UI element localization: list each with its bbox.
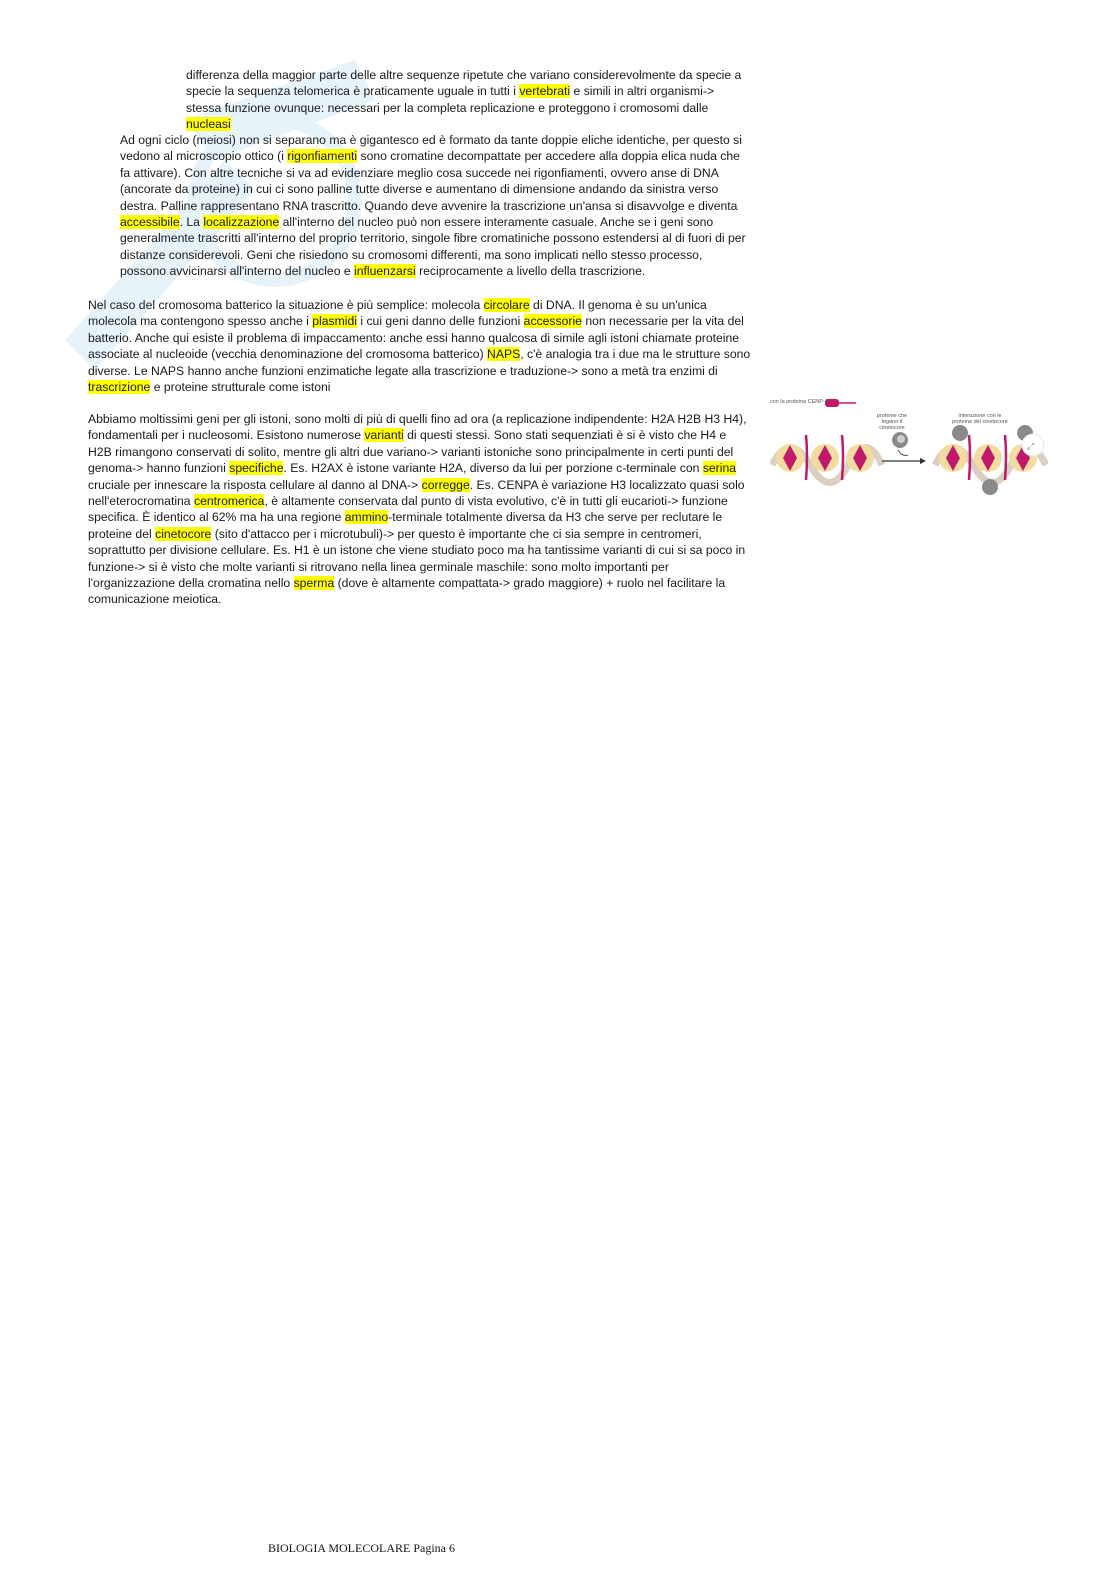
text-run: sono cromatine decompattate per accedere alla doppia elica nuda che fa attivare). Con altre tecniche si va ad evidenziare meglio cosa succede nei rigonfiamenti, ovvero anse di DNA (ancorate da proteine) in cui ci sono palline tutte diverse e aumentano di dimensione andando da sinistra verso destra. Palline rappresentano RNA trascritto. Quando deve avvenire la trascrizione un'ansa si disavvolge e diventa <box>120 149 740 213</box>
text-run: Nel caso del cromosoma batterico la situazione è più semplice: molecola <box>88 298 484 312</box>
highlighted-term: vertebrati <box>519 84 571 99</box>
highlighted-term: serina <box>702 461 737 476</box>
text-run: . Es. CENPA è variazione H3 localizzato quasi solo nell'eterocromatina <box>88 477 745 509</box>
figure-label-right: interazione con le proteine del cinetocore <box>952 413 1008 425</box>
page-footer: BIOLOGIA MOLECOLARE Pagina 6 <box>268 1541 455 1555</box>
text-run: . Es. H2AX è istone variante H2A, diverso da lui per porzione c-terminale con <box>283 461 703 476</box>
arrow-icon <box>920 458 926 464</box>
text-run: Abbiamo moltissimi geni per gli istoni, sono molti di più di quelli fino ad ora (a replicazione indipendente: H2A H2B H3 H4), fondamentali per i nucleosomi. Esistono numerose <box>88 412 747 443</box>
highlighted-term: varianti <box>364 428 404 443</box>
nucleosome-chain-left <box>772 435 882 483</box>
paragraph-bacterial-chromosome <box>88 297 753 395</box>
expand-icon: ⤢ <box>1027 441 1035 451</box>
highlighted-term: rigonfiamenti <box>287 149 358 164</box>
highlighted-term: localizzazione <box>203 215 280 230</box>
text-run: Ad ogni ciclo (meiosi) non si separano ma è gigantesco ed è formato da tante doppie eliche identiche, per questo si vedono al microscopio ottico (i <box>120 133 742 164</box>
highlighted-term: sperma <box>293 576 335 591</box>
text-run: e simili in altri organismi-> stessa funzione ovunque: necessari per la completa replicazione e proteggono i cromosomi dalle <box>186 84 715 115</box>
highlighted-term: specifiche <box>229 461 284 476</box>
highlighted-term: circolare <box>483 298 530 312</box>
text-run: all'interno del nucleo può non essere interamente casuale. Anche se i geni sono generalmente trascritti all'interno del proprio territorio, singole fibre cromatiniche possono estendersi al di fuori di per distanze considerevoli. Geni che risiedono su cromosomi differenti, ma sono implicati nello stesso processo, possono avvicinarsi all'interno del nucleo e <box>120 215 746 279</box>
highlighted-term: plasmidi <box>312 314 357 329</box>
highlighted-term: nucleasi <box>186 117 231 132</box>
text-run: non necessarie per la vita del batterio. Anche qui esiste il problema di impaccamento: anche essi hanno qualcosa di simile agli istoni chiamate proteine associate al nucleoide (vecchia denominazione del cromosoma batterico) <box>88 314 744 362</box>
text-run: (sito d'attacco per i microtubuli)-> per questo è importante che ci sia sempre in centromeri, soprattutto per divisione cellulare. Es. H1 è un istone che viene studiato poco ma ha tantissime varianti di cui si sa poco in funzione-> si è visto che molte varianti si ritrovano nella linea germinale maschile: sono molto importanti per l'organizzazione della cromatina nello <box>88 526 746 591</box>
highlighted-term: influenzarsi <box>354 264 416 279</box>
text-run: e proteine strutturale come istoni <box>150 380 331 395</box>
figure-label-middle: proteine che legano il cinetocore <box>876 413 908 431</box>
text-run: , è altamente conservata dal punto di vista evolutivo, c'è in tutti gli eucarioti-> funzione specifica. È identico al 62% ma ha una regione <box>88 494 728 525</box>
text-run: differenza della maggior parte delle altre sequenze ripetute che variano considerevolmente da specie a specie la sequenza telomerica è praticamente uguale in tutti i <box>186 68 742 99</box>
text-run: (dove è altamente compattata-> grado maggiore) + ruolo nel facilitare la comunicazione meiotica. <box>88 576 726 607</box>
highlighted-term: trascrizione <box>88 380 151 395</box>
text-run: di DNA. Il genoma è su un'unica molecola ma contengono spesso anche i <box>88 298 707 329</box>
text-run: reciprocamente a livello della trascrizione. <box>415 264 646 279</box>
highlighted-term: ammino <box>344 510 389 525</box>
highlighted-term: NAPS <box>487 347 521 362</box>
paragraph-histone-variants <box>88 411 753 608</box>
text-run: -terminale totalmente diversa da H3 che serve per reclutare le proteine del <box>88 510 723 541</box>
text-run: cruciale per innescare la risposta cellulare al danno al DNA-> <box>88 477 422 492</box>
highlighted-term: accessibile <box>120 215 180 230</box>
highlighted-term: accessorie <box>523 314 582 329</box>
highlighted-term: corregge <box>421 477 470 492</box>
figure-label-left: con la proteina CENP-A <box>770 399 829 405</box>
text-run: . La <box>179 215 204 230</box>
highlighted-term: centromerica <box>193 494 265 509</box>
paragraph-telomere <box>186 67 746 133</box>
highlighted-term: cinetocore <box>155 526 212 541</box>
nucleosome-diagram <box>770 395 1048 495</box>
paragraph-polytene <box>120 132 750 280</box>
text-run: di questi stessi. Sono stati sequenziati è si è visto che H4 e H2B rimangono conservati di solito, mentre gli altri due variano-> varianti istoniche sono principalmente in certi punti del genoma-> hanno funzioni <box>88 428 734 476</box>
cenpa-kinetochore-figure <box>770 395 1048 495</box>
text-run: i cui geni danno delle funzioni <box>356 314 524 329</box>
text-run: , c'è analogia tra i due ma le strutture sono diverse. Le NAPS hanno anche funzioni enzimatiche legate alla trascrizione e traduzione-> sono a metà tra enzimi di <box>88 347 751 378</box>
